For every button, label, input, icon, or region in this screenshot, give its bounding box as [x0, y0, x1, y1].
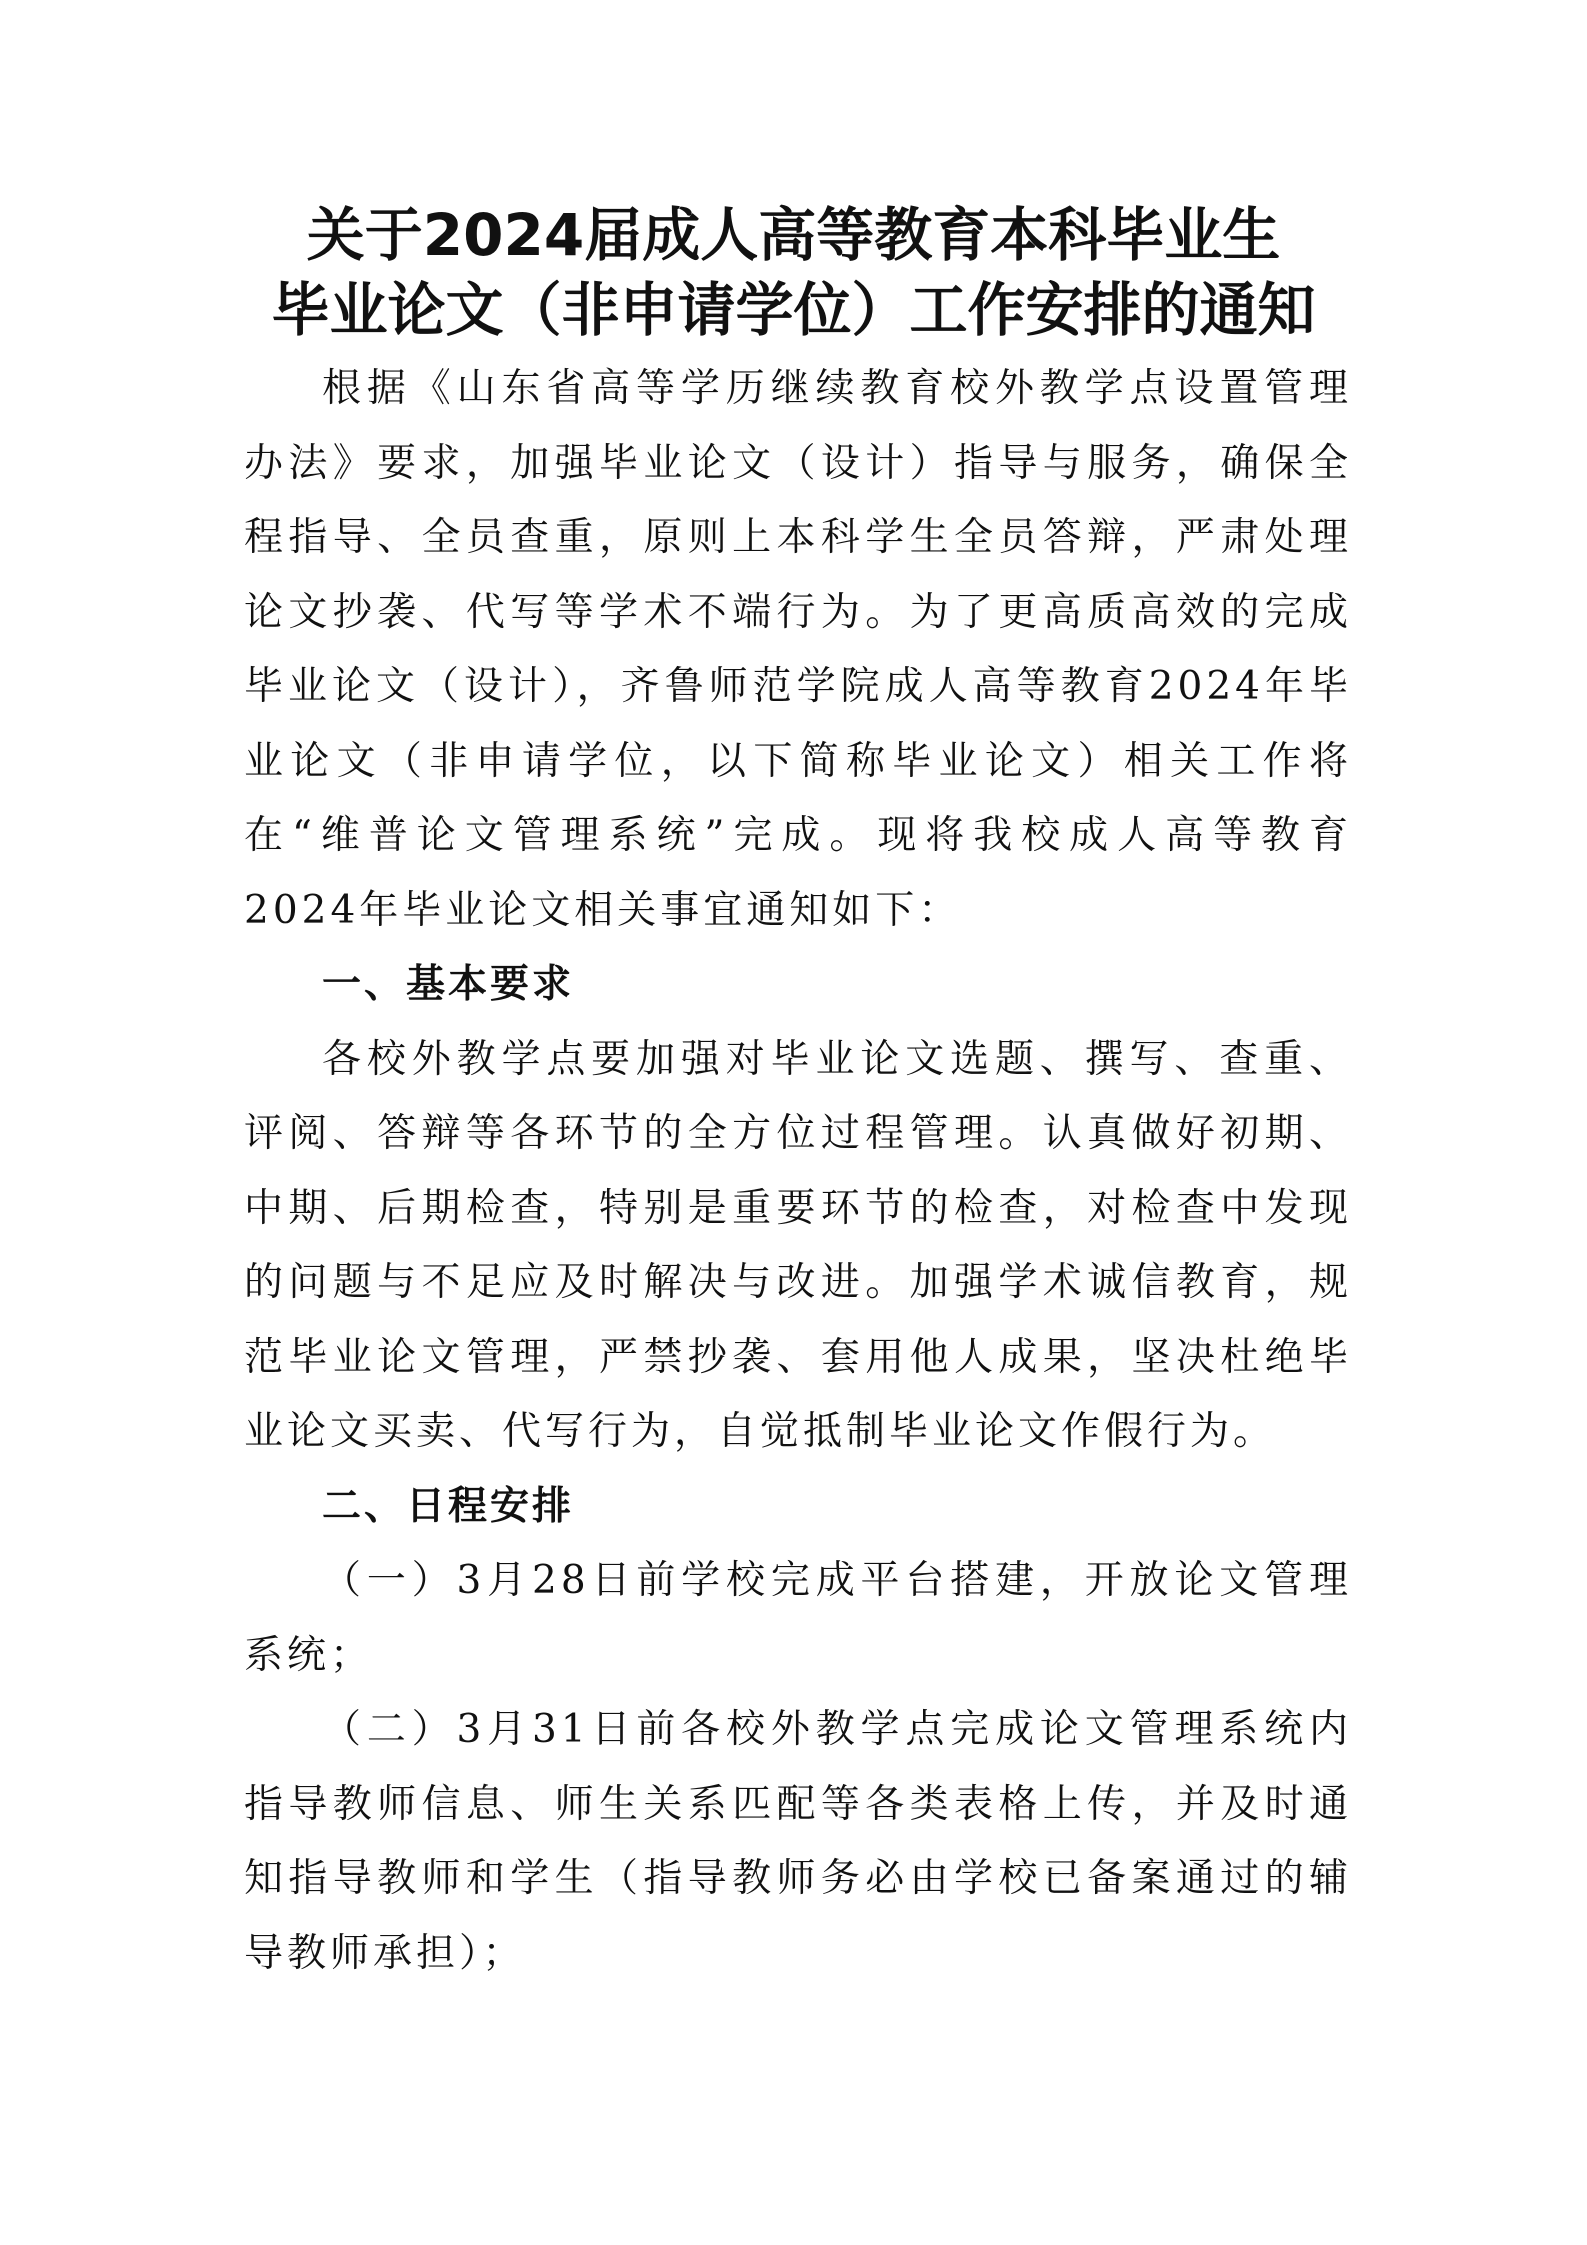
- basic-requirements-paragraph: 各校外教学点要加强对毕业论文选题、撰写、查重、评阅、答辩等各环节的全方位过程管理。认真做好初期、中期、后期检查，特别是重要环节的检查，对检查中发现的问题与不足应及时解决与改进。加强学术诚信教育，规范毕业论文管理，严禁抄袭、套用他人成果，坚决杜绝毕业论文买卖、代写行为，自觉抵制毕业论文作假行为。: [244, 1036, 1352, 1454]
- intro-paragraph: 根据《山东省高等学历继续教育校外教学点设置管理办法》要求，加强毕业论文（设计）指导与服务，确保全程指导、全员查重，原则上本科学生全员答辩，严肃处理论文抄袭、代写等学术不端行为。为了更高质高效的完成毕业论文（设计），齐鲁师范学院成人高等教育2024年毕业论文（非申请学位，以下简称毕业论文）相关工作将在“维普论文管理系统”完成。现将我校成人高等教育2024年毕业论文相关事宜通知如下：: [244, 366, 1352, 933]
- notice-title-line-2: 毕业论文（非申请学位）工作安排的通知: [271, 276, 1316, 344]
- schedule-item-1: （一）3月28日前学校完成平台搭建，开放论文管理系统；: [244, 1558, 1352, 1678]
- section-heading-basic-requirements: 一、基本要求: [322, 962, 575, 1007]
- notice-body: [244, 352, 1352, 1991]
- notice-title-line-1: 关于2024届成人高等教育本科毕业生: [306, 201, 1281, 269]
- section-heading-schedule: 二、日程安排: [322, 1483, 575, 1529]
- schedule-item-2: （二）3月31日前各校外教学点完成论文管理系统内指导教师信息、师生关系匹配等各类表格上传，并及时通知指导教师和学生（指导教师务必由学校已备案通过的辅导教师承担）；: [244, 1707, 1352, 1976]
